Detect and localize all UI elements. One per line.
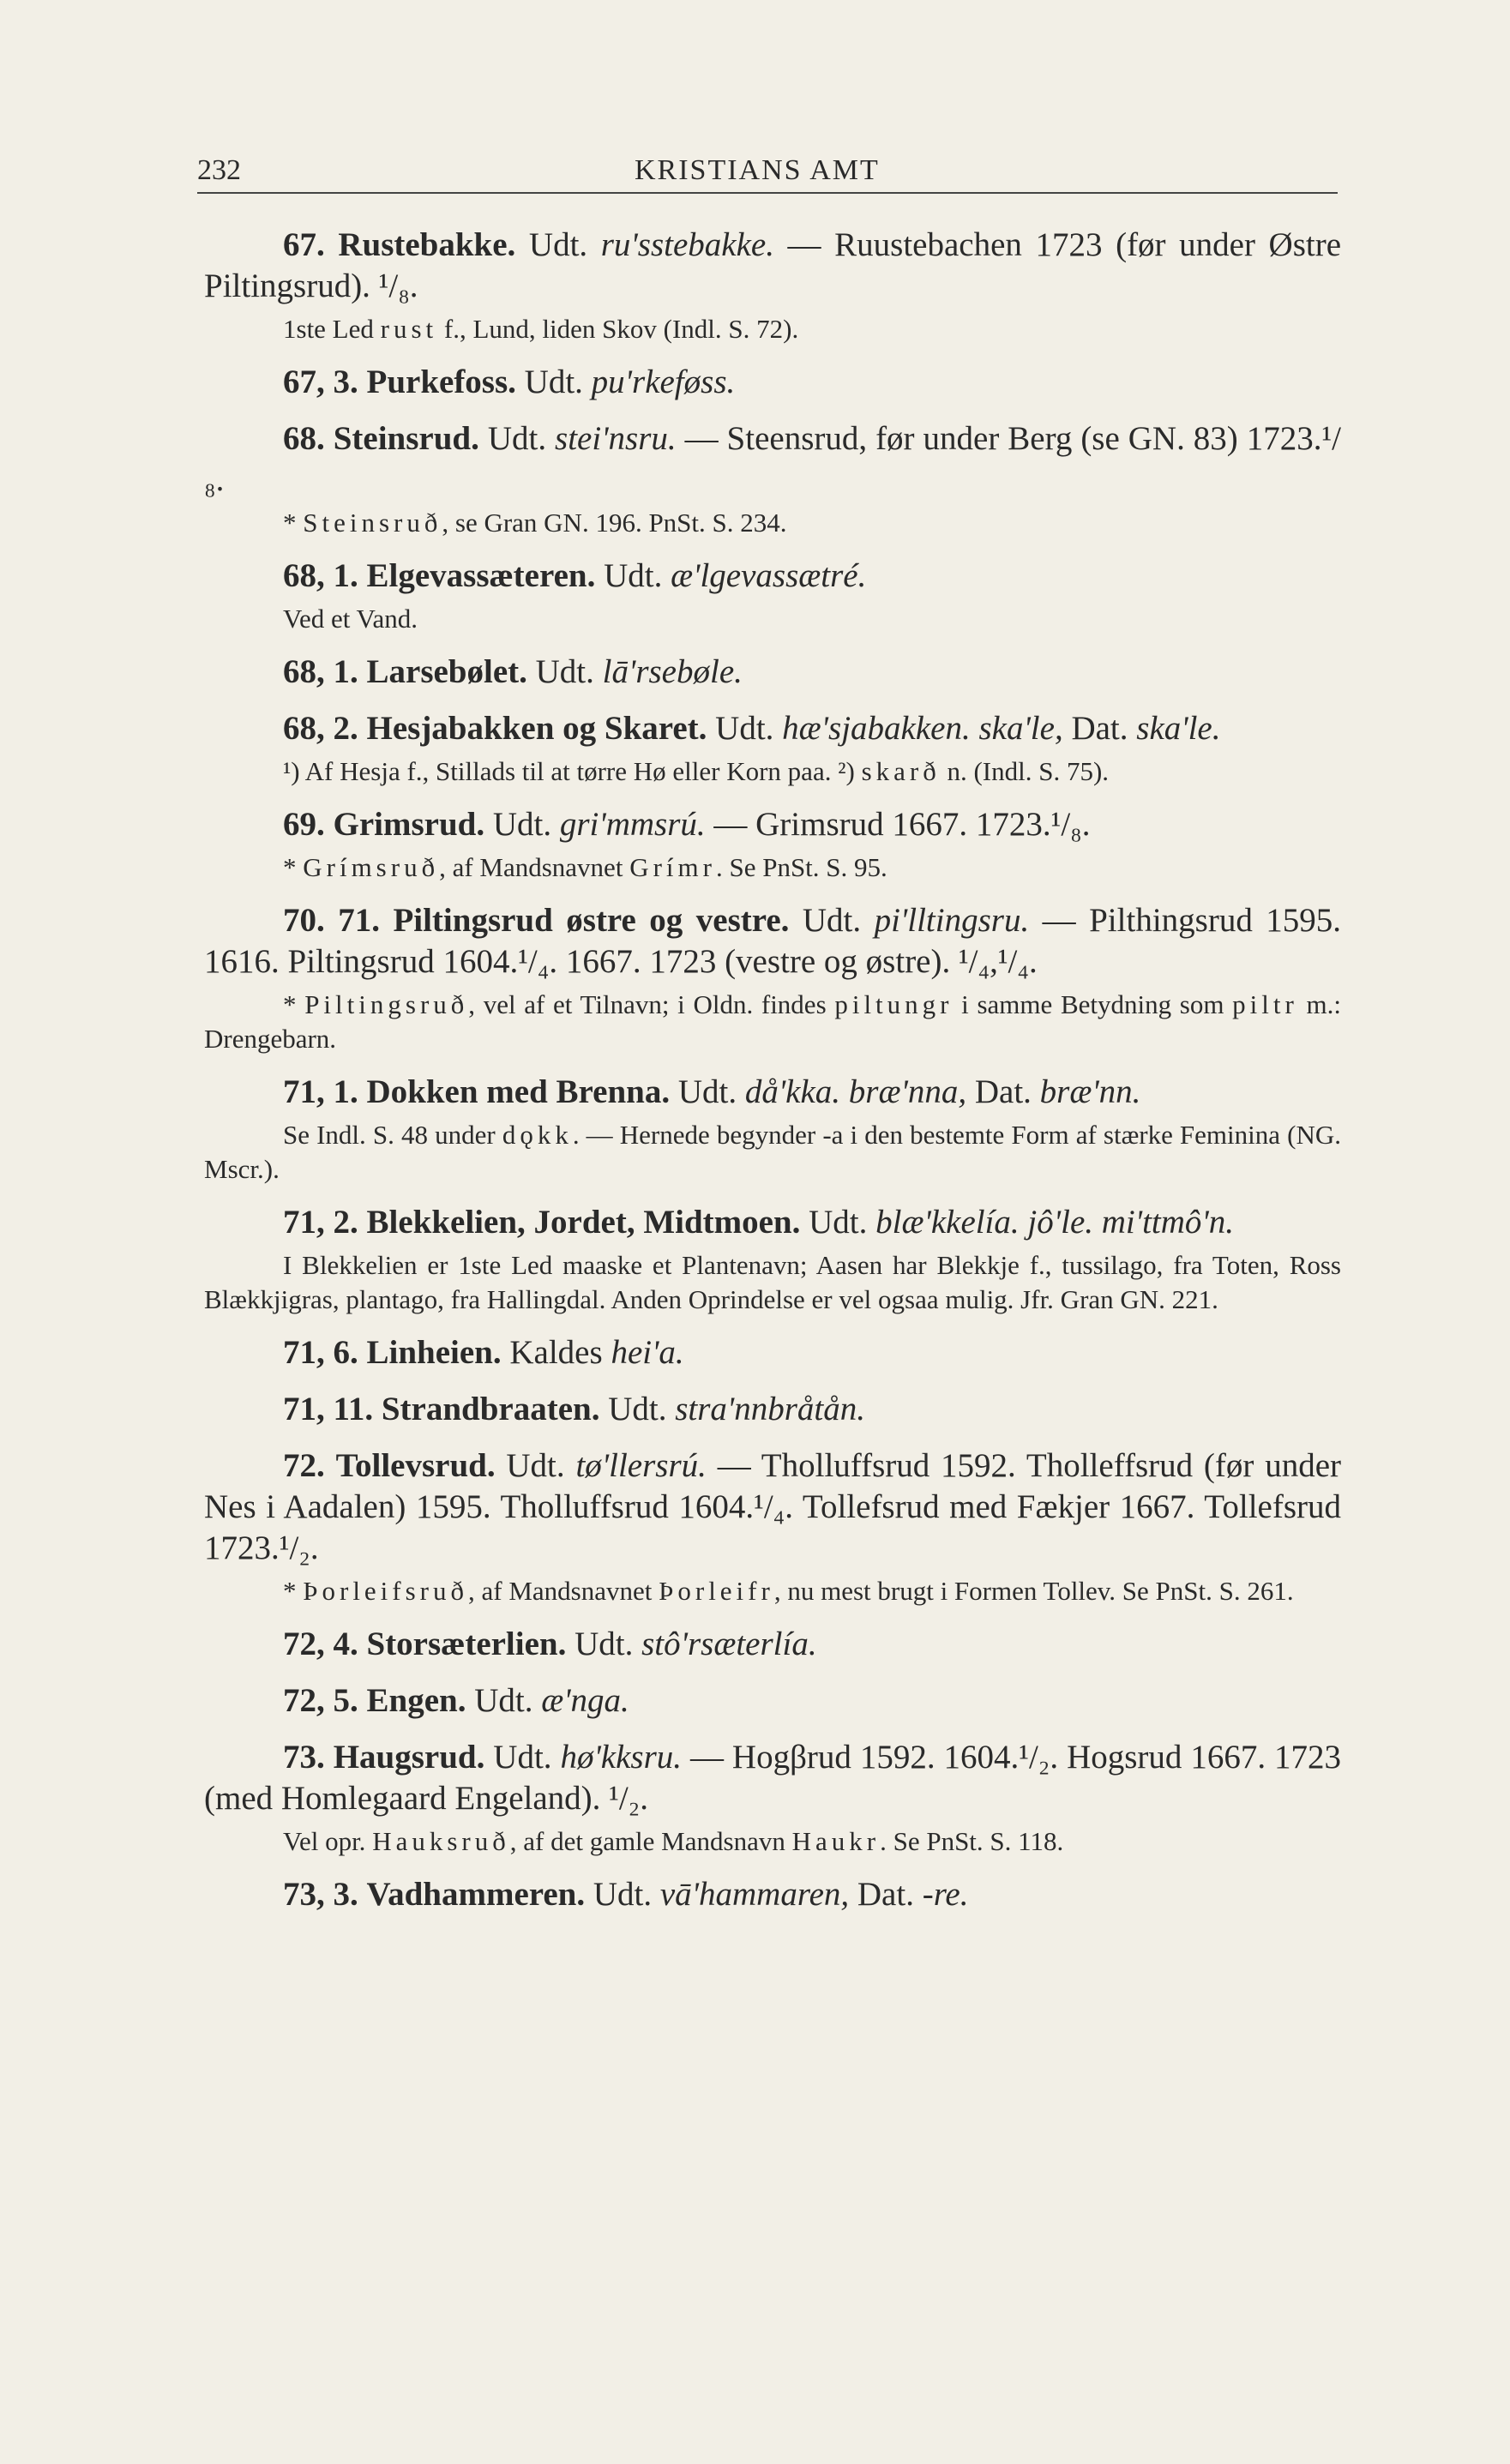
note-spaced-term: Haukr <box>791 1826 881 1856</box>
entry-number: 68. <box>283 420 325 457</box>
entry-main <box>204 1202 1341 1243</box>
entry-note <box>204 1118 1341 1187</box>
entry-main <box>204 652 1341 693</box>
note-text: i samme Betydning som <box>953 989 1233 1019</box>
entry <box>204 1680 1341 1722</box>
note-text: , nu mest brugt i Formen Tollev. Se PnSt. S. 261. <box>773 1576 1294 1606</box>
entry-name: Larsebølet. <box>366 653 527 690</box>
entry-lead: Udt. <box>707 710 783 747</box>
note-text: 1ste Led <box>283 314 381 344</box>
entry-number: 72, 5. <box>283 1682 358 1719</box>
entry-lead: Udt. <box>585 1876 660 1913</box>
entry-history: Dat. <box>1062 710 1137 747</box>
entry-pronunciation: stra'nnbråtån. <box>675 1391 866 1427</box>
entry-name: Rustebakke. <box>338 226 516 263</box>
entry-number: 67, 3. <box>283 364 358 400</box>
note-spaced-term: piltungr <box>834 989 954 1019</box>
entry-lead: Udt. <box>495 1447 576 1484</box>
running-title: KRISTIANS AMT <box>635 154 880 186</box>
entry-lead: Udt. <box>526 653 603 690</box>
note-text: I Blekkelien er 1ste Led maaske et Plantenavn; Aasen har Blekkje f., tussilago, fra Toten, Ross Blækkjigras, plantago, fra Hallingdal. Anden Oprindelse er vel ogsaa mulig. Jfr. Gran GN. 221. <box>204 1250 1341 1314</box>
entry-pronunciation: tø'llersrú. <box>575 1447 707 1484</box>
entry-number: 73, 3. <box>283 1876 358 1913</box>
entry <box>204 708 1341 789</box>
entry-lead: Udt. <box>515 226 601 263</box>
note-spaced-term: Grímsruð <box>303 852 440 882</box>
entry-main <box>204 804 1341 845</box>
entry-history: Dat. <box>966 1073 1040 1110</box>
entry-number: 71, 2. <box>283 1204 358 1241</box>
note-spaced-term: piltr <box>1232 989 1298 1019</box>
note-text: . — Hernede begynder -a i den bestemte Form af stærke Feminina (NG. Mscr.). <box>204 1120 1341 1184</box>
entry-lead: Udt. <box>800 1204 876 1241</box>
entry-note <box>204 506 1341 540</box>
note-text: ¹) Af Hesja f., Stillads til at tørre Hø eller Korn paa. ²) <box>283 756 862 786</box>
entry-pronunciation: lā'rsebøle. <box>602 653 743 690</box>
note-spaced-term: dǫkk <box>502 1120 573 1150</box>
entry-name: Hesjabakken og Skaret. <box>366 710 707 747</box>
note-spaced-term: Þorleifsruð <box>303 1576 469 1606</box>
note-text: * <box>283 508 304 538</box>
entry-lead: Udt. <box>595 557 671 594</box>
entry-note <box>204 850 1341 885</box>
note-text: , af Mandsnavnet <box>439 852 630 882</box>
entry <box>204 556 1341 636</box>
entry-number: 69. <box>283 806 325 843</box>
entry-number: 71, 11. <box>283 1391 374 1427</box>
entry-number: 72. <box>283 1447 325 1484</box>
note-spaced-term: rust <box>380 314 438 344</box>
entry-note <box>204 1824 1341 1859</box>
entry-pronunciation: stei'nsru. <box>555 420 677 457</box>
entry <box>204 1445 1341 1608</box>
entry-name: Strandbraaten. <box>381 1391 600 1427</box>
entry-number: 71, 1. <box>283 1073 358 1110</box>
entry-number: 71, 6. <box>283 1334 358 1371</box>
entry-name: Steinsrud. <box>333 420 479 457</box>
entry-lead: Udt. <box>484 806 560 843</box>
entry-main <box>204 556 1341 597</box>
entry-note <box>204 754 1341 789</box>
note-text: f., Lund, liden Skov (Indl. S. 72). <box>437 314 799 344</box>
entry-main <box>204 708 1341 749</box>
entry-lead: Udt. <box>670 1073 745 1110</box>
note-spaced-term: Þorleifr <box>659 1576 774 1606</box>
entry-history: — Pilthingsrud 1595. 1616. Piltingsrud 1604.¹/₄. 1667. 1723 (vestre og østre). ¹/₄,¹/₄. <box>204 902 1342 980</box>
entry-name: Piltingsrud østre og vestre. <box>393 902 790 939</box>
entry-number: 72, 4. <box>283 1626 358 1662</box>
entry-note <box>204 1574 1341 1608</box>
entry <box>204 418 1341 540</box>
entry-main <box>204 1389 1341 1430</box>
note-text: * <box>283 989 305 1019</box>
entry-main <box>204 1737 1341 1819</box>
entry-main <box>204 1874 1341 1915</box>
note-text: Vel opr. <box>283 1826 373 1856</box>
entry-main <box>204 418 1341 501</box>
entry <box>204 1072 1341 1187</box>
entry-history: Dat. <box>849 1876 923 1913</box>
note-spaced-term: Grímr <box>629 852 716 882</box>
entry-lead: Udt. <box>478 420 556 457</box>
entry-pronunciation: hø'kksru. <box>560 1739 683 1776</box>
entry-name: Dokken med Brenna. <box>366 1073 671 1110</box>
entry <box>204 1202 1341 1317</box>
entry-history: — Steensrud, før under Berg (se GN. 83) 1723.¹/₈. <box>204 420 1342 498</box>
note-text: . Se PnSt. S. 95. <box>715 852 887 882</box>
note-text: * <box>283 1576 304 1606</box>
entry-lead: Udt. <box>466 1682 542 1719</box>
note-text: , se Gran GN. 196. PnSt. S. 234. <box>442 508 787 538</box>
entry-number: 70. 71. <box>283 902 380 939</box>
entry-pronunciation-dat: ska'le. <box>1136 710 1221 747</box>
entry-main <box>204 1624 1341 1665</box>
page-number: 232 <box>197 154 241 186</box>
page-header <box>197 154 1338 194</box>
entry-lead: Udt. <box>566 1626 642 1662</box>
note-text: , vel af et Tilnavn; i Oldn. findes <box>468 989 835 1019</box>
entry-pronunciation: hæ'sjabakken. ska'le, <box>782 710 1063 747</box>
entry-pronunciation: blæ'kkelía. jô'le. mi'ttmô'n. <box>875 1204 1235 1241</box>
note-text: , af det gamle Mandsnavn <box>509 1826 792 1856</box>
entry-name: Purkefoss. <box>366 364 516 400</box>
entry-pronunciation: gri'mmsrú. <box>559 806 706 843</box>
entry-pronunciation: hei'a. <box>611 1334 684 1371</box>
entry-name: Elgevassæteren. <box>366 557 596 594</box>
note-text: n. (Indl. S. 75). <box>940 756 1110 786</box>
entry-main <box>204 900 1341 983</box>
entry-name: Linheien. <box>366 1334 502 1371</box>
entry-main <box>204 225 1341 307</box>
entry-number: 67. <box>283 226 325 263</box>
entry-main <box>204 1332 1341 1373</box>
entry-name: Storsæterlien. <box>366 1626 567 1662</box>
entry-pronunciation: då'kka. bræ'nna, <box>744 1073 967 1110</box>
entry-name: Blekkelien, Jordet, Midtmoen. <box>366 1204 801 1241</box>
entry <box>204 1624 1341 1665</box>
note-text: Ved et Vand. <box>283 604 418 634</box>
entry-name: Tollevsrud. <box>335 1447 496 1484</box>
entry-lead: Kaldes <box>501 1334 611 1371</box>
entry-note <box>204 1248 1341 1317</box>
entry-main <box>204 1072 1341 1113</box>
entry-note <box>204 988 1341 1056</box>
entry-pronunciation: stô'rsæterlía. <box>641 1626 817 1662</box>
entry-name: Vadhammeren. <box>366 1876 586 1913</box>
note-spaced-term: Piltingsruð <box>304 989 469 1019</box>
entry-name: Grimsrud. <box>333 806 485 843</box>
entry <box>204 1389 1341 1430</box>
page-body <box>204 225 1341 1915</box>
entry <box>204 900 1341 1056</box>
entry-lead: Udt. <box>515 364 592 400</box>
entry-number: 68, 1. <box>283 557 358 594</box>
note-text: m.: Drengebarn. <box>204 989 1342 1054</box>
entry-lead: Udt. <box>484 1739 561 1776</box>
entry-history: — Hogβrud 1592. 1604.¹/₂. Hogsrud 1667. 1723 (med Homlegaard Engeland). ¹/₂. <box>204 1739 1342 1817</box>
note-text: . Se PnSt. S. 118. <box>880 1826 1064 1856</box>
entry-main <box>204 1680 1341 1722</box>
entry-note <box>204 312 1341 346</box>
entry <box>204 1737 1341 1859</box>
entry-main <box>204 362 1341 403</box>
entry <box>204 1874 1341 1915</box>
entry-pronunciation: pu'rkeføss. <box>591 364 736 400</box>
note-text: Se Indl. S. 48 under <box>283 1120 502 1150</box>
entry <box>204 362 1341 403</box>
entry-lead: Udt. <box>599 1391 676 1427</box>
entry-note <box>204 602 1341 636</box>
entry-pronunciation-dat: bræ'nn. <box>1039 1073 1141 1110</box>
entry-history: — Grimsrud 1667. 1723.¹/₈. <box>705 806 1091 843</box>
entry-pronunciation: ru'sstebakke. <box>600 226 774 263</box>
entry-number: 73. <box>283 1739 325 1776</box>
entry <box>204 1332 1341 1373</box>
entry-pronunciation-dat: -re. <box>922 1876 969 1913</box>
entry-name: Engen. <box>366 1682 466 1719</box>
entry-number: 68, 1. <box>283 653 358 690</box>
entry-number: 68, 2. <box>283 710 358 747</box>
note-text: * <box>283 852 304 882</box>
entry-pronunciation: vā'hammaren, <box>659 1876 850 1913</box>
entry-lead: Udt. <box>789 902 875 939</box>
entry-pronunciation: æ'lgevassætré. <box>671 557 867 594</box>
entry <box>204 225 1341 346</box>
note-spaced-term: Steinsruð <box>303 508 442 538</box>
entry-history: — Tholluffsrud 1592. Tholleffsrud (før under Nes i Aadalen) 1595. Tholluffsrud 1604.¹/₄. Tollefsrud med Fækjer 1667. Tollefsrud 1723.¹/₂. <box>204 1447 1341 1566</box>
entry <box>204 804 1341 885</box>
entry-name: Haugsrud. <box>333 1739 485 1776</box>
note-text: , af Mandsnavnet <box>468 1576 659 1606</box>
entry-history: — Ruustebachen 1723 (før under Østre Piltingsrud). ¹/₈. <box>204 226 1342 304</box>
note-spaced-term: skarð <box>861 756 941 786</box>
entry-pronunciation: æ'nga. <box>541 1682 629 1719</box>
entry <box>204 652 1341 693</box>
entry-pronunciation: pi'lltingsru. <box>874 902 1030 939</box>
entry-main <box>204 1445 1341 1569</box>
note-spaced-term: Hauksruð <box>372 1826 510 1856</box>
